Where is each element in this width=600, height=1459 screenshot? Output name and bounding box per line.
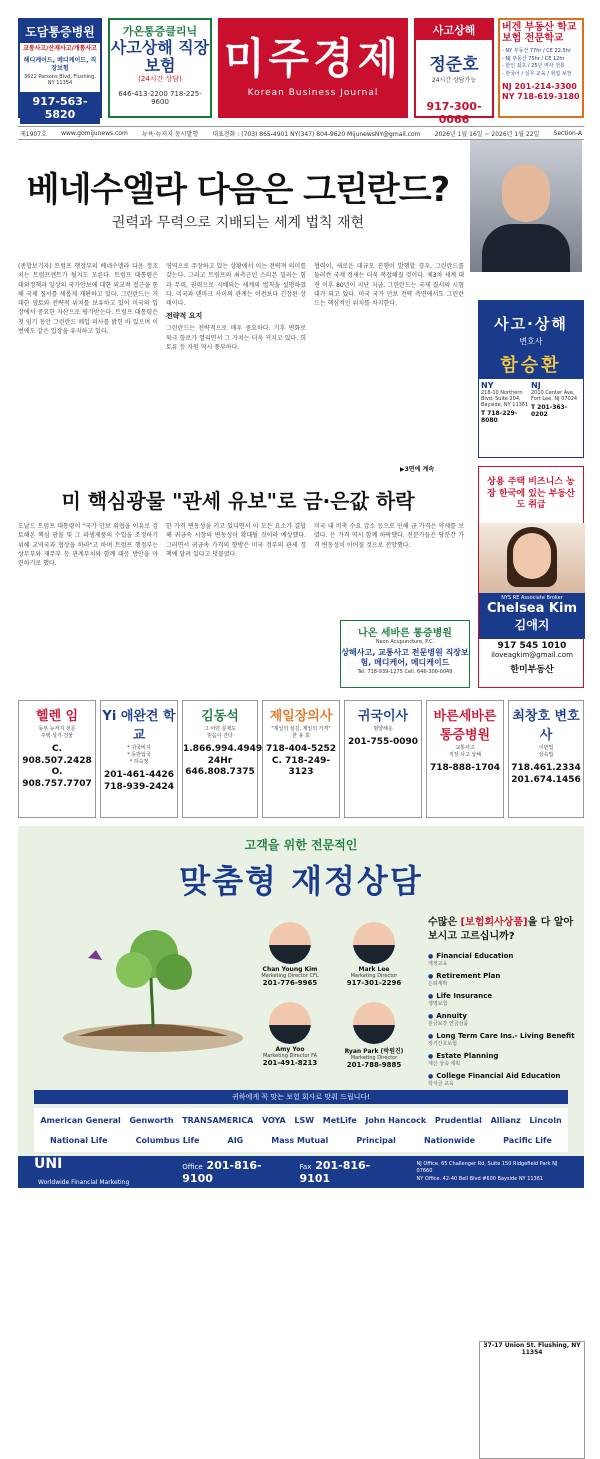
ad-bergen-school[interactable] bbox=[498, 18, 584, 118]
article1-col1 bbox=[18, 262, 158, 470]
ad-doteong-clinic[interactable] bbox=[18, 18, 102, 122]
ad-ham-nj-office: NJ 2010 Center Ave, Fort Lee, NJ 07024 T 201-363-0202 bbox=[531, 381, 578, 418]
portrait-photo bbox=[470, 140, 582, 272]
ad-jung-sub: 24시간 상담가능 bbox=[431, 77, 477, 84]
person-mark-lee: Mark Lee Marketing Director 917-301-2296 bbox=[334, 922, 414, 987]
article2-col1 bbox=[18, 522, 158, 688]
classified-phone: 201-755-0090 bbox=[347, 737, 419, 747]
ad-doteong-address: 3622 Parsons Blvd, Flushing, NY 11354 bbox=[24, 74, 96, 87]
article2-col3-text: 미국 내 비축 수요 감소 등으로 인해 금 가격은 약세를 보였다. 은 가격 역시 함께 하락했다. 전문가들은 당분간 가격 변동성이 이어질 것으로 전망했다. bbox=[314, 523, 464, 549]
service-item: ● Life Insurance 생명보험 bbox=[428, 992, 578, 1007]
ad-bergen-title: 버겐 부동산 학교 보험 전문학교 bbox=[502, 22, 577, 44]
person-chan-young-kim: Chan Young Kim Marketing Director CFL 201-776-9965 bbox=[250, 922, 330, 987]
classified-phone: C. 908.507.2428 O. 908.757.7707 bbox=[22, 744, 92, 790]
chelsea-email[interactable]: iloveagkim@gmail.com bbox=[491, 651, 573, 659]
ad-doteong-sub: 헤디케어드, 메디케이드, 직장보험 bbox=[23, 56, 97, 72]
classified-ad[interactable] bbox=[344, 700, 422, 818]
classified-ad[interactable] bbox=[182, 700, 263, 818]
article1-col2 bbox=[166, 262, 306, 470]
insurer-logo: American General bbox=[40, 1115, 121, 1125]
service-item: ● Financial Education 재정교육 bbox=[428, 952, 578, 967]
ad-bergen-items: - NY 부동산 77hr / CE 22.5hr - NJ 부동산 75hr / CE 12hr - 한인 최초 / 25년 역사 전통 - 한국어 / 실무 교육 / 취업 보장 bbox=[502, 48, 572, 77]
insurer-logo: John Hancock bbox=[365, 1115, 427, 1125]
subhead-greenland: 권력과 무력으로 지배되는 세계 법칙 재현 bbox=[111, 215, 365, 231]
classified-title: 헬렌 임 bbox=[35, 709, 79, 724]
insurer-logo: Mass Mutual bbox=[271, 1135, 329, 1145]
plant-hands-illustration bbox=[48, 916, 258, 1056]
headline-greenland[interactable]: 베네수엘라 다음은 그린란드? bbox=[26, 170, 450, 210]
insurer-logo: Columbus Life bbox=[135, 1135, 200, 1145]
classified-sub: 그 어떤 문제도 믿음이 간다 bbox=[203, 726, 237, 739]
ad-doteong-phone: 917-563-5820 bbox=[20, 92, 100, 124]
insurer-logo: LSW bbox=[294, 1115, 315, 1125]
ad-naon-clinic[interactable] bbox=[340, 620, 470, 688]
classified-phone: 718-404-5252 C. 718-249-3123 bbox=[265, 744, 337, 778]
insurer-logo: Pacific Life bbox=[503, 1135, 552, 1145]
ad-doteong-title: 도담통증병원 bbox=[20, 20, 100, 43]
classified-title: 귀국이사 bbox=[357, 709, 409, 724]
person-ryan-park: Ryan Park (박원진) Marketing Director 201-788-9885 bbox=[334, 1002, 414, 1069]
classified-ad[interactable] bbox=[262, 700, 340, 818]
bigad-tagline: 고객을 위한 전문적인 bbox=[244, 838, 358, 852]
fax-number: Fax 201-816-9101 bbox=[299, 1159, 371, 1185]
ad-gaon-sub: (24시간 상담) bbox=[138, 75, 182, 84]
classified-sub: 이민법 상속법 bbox=[538, 745, 554, 758]
insurer-logo: VOYA bbox=[261, 1115, 286, 1125]
ad-jung-name: 정준호 bbox=[429, 55, 479, 75]
bigad-title: 맞춤형 재정상담 bbox=[179, 862, 423, 900]
services-list bbox=[428, 952, 578, 1092]
article2-col2-text: 한 가격 변동성을 키고 있다면서 이 모든 요소가 결합해 귀금속 시장의 변동성이 확대될 것이라 예상했다. 그러면서 귀금속 가격의 향방은 미국 정부의 관세 정책에 달려 있다고 덧붙였다. bbox=[166, 523, 306, 558]
article2-col3 bbox=[314, 522, 464, 614]
ad-naon-sub: Naon Acupuncture, P.C. bbox=[375, 639, 435, 645]
classified-title: 최창호 변호사 bbox=[512, 709, 580, 743]
ad-ham-name: 함승환 bbox=[500, 355, 562, 376]
chelsea-photo bbox=[479, 523, 585, 593]
insurer-logo: Genworth bbox=[129, 1115, 174, 1125]
service-item: ● Retirement Plan 은퇴계획 bbox=[428, 972, 578, 987]
insurer-logo: Principal bbox=[356, 1135, 396, 1145]
office-phone[interactable]: Office 201-816-9100 bbox=[182, 1159, 262, 1185]
ad-ham-role: 변호사 bbox=[519, 337, 543, 346]
article1-col2-more: 그린란드는 전략적으로 매우 중요하다. 기후 변화로 북극 항로가 열리면서 그 가치는 더욱 커지고 있다. 희토류 등 자원 역시 풍부하다. bbox=[166, 325, 306, 351]
ad-gaon-phones: 646-413-2200 718-225-9600 bbox=[118, 90, 202, 107]
classified-sub: 동부 뉴저지 전문 주택·상가·건물 bbox=[38, 726, 76, 739]
insurer-logo: TRANSAMERICA bbox=[182, 1115, 254, 1125]
masthead[interactable] bbox=[218, 18, 408, 118]
insurer-logo: Nationwide bbox=[423, 1135, 476, 1145]
insurer-logo: MetLife bbox=[322, 1115, 357, 1125]
ad-naon-title: 나온 세바른 통증병원 bbox=[358, 628, 452, 639]
insurer-logo: Lincoln bbox=[529, 1115, 562, 1125]
ad-jung-phone: 917-300-0066 bbox=[426, 100, 482, 126]
masthead-english: Korean Business Journal bbox=[247, 88, 379, 98]
bigad-slogan: 귀하에게 꼭 맞는 보험 회사로 맞춰 드립니다! bbox=[34, 1090, 568, 1104]
website-link[interactable]: www.gomijunews.com bbox=[61, 129, 128, 137]
bigad-footer bbox=[18, 1156, 584, 1188]
article1-col2-text: 영역으로 주장하고 있는 상황에서 이는 전략적 의미를 갖는다. 그러고 트럼프의 최측근인 스티븐 밀러는 힘과 무력, 권력으로 지배되는 세계의 법칙을 설명하였다. 미국과 덴마크 사이의 관계는 이전보다 긴장된 상태이다. bbox=[166, 263, 306, 308]
classified-sub: 범양해운 bbox=[373, 726, 393, 732]
issue-date: 2026년 1월 16일 ~ 2026년 1월 22일 bbox=[434, 130, 540, 138]
chelsea-name-ko: 김애지 bbox=[514, 618, 550, 632]
ad-naon-phone: Tel. 718-939-1275 Cell. 646-300-0049 bbox=[357, 669, 453, 676]
ad-uni-financial[interactable] bbox=[18, 826, 584, 1188]
ad-ham-ny-office: NY 218-10 Northern Blvd, Suite 204, Bayside, NY 11361 T 718-229-8080 bbox=[481, 381, 529, 424]
insurer-logo: Allianz bbox=[490, 1115, 521, 1125]
info-bar bbox=[18, 126, 584, 140]
classified-title: 제일장의사 bbox=[269, 709, 333, 724]
uni-logo: UNIWorldwide Financial Marketing bbox=[34, 1156, 130, 1186]
classified-sub: 교통사고 직장 사고 상해 bbox=[448, 745, 482, 758]
publish-desc: 뉴욕·뉴저지 동시발행 bbox=[142, 130, 199, 138]
classified-title: 바른세바른 통증병원 bbox=[433, 709, 497, 743]
service-item: ● Estate Planning 재산 상속 계획 bbox=[428, 1052, 578, 1067]
article1-col2-heading: 전략적 요지 bbox=[166, 312, 203, 321]
classified-phone: 1.866.994.4949 24Hr 646.808.7375 bbox=[183, 744, 263, 778]
ad-doteong-lines: 교통사고/산재사고/개통사고 bbox=[23, 45, 97, 52]
article2-col1-text: 도날드 트럼프 대통령이 "국가 안보 위협을 이유로 검토해온 핵심 광물 및 그 파생제품의 수입을 조정하기 위해 교역국과 협상을 하라"고 하며 트럼프 행정부는 상무부와 재무부 등 관계부처와 함께 대응 방안을 마련하기로 했다. bbox=[18, 523, 158, 568]
continued-link[interactable]: ▶3면에 계속 bbox=[400, 466, 435, 473]
classified-title: 김동석 bbox=[201, 709, 239, 724]
ad-jung-label: 사고상해 bbox=[416, 20, 492, 40]
headline-minerals[interactable]: 미 핵심광물 "관세 유보"로 금·은값 하락 bbox=[61, 489, 415, 513]
article2-col2 bbox=[166, 522, 306, 688]
insurer-logo: National Life bbox=[50, 1135, 108, 1145]
contact-info: 대표전화 : (703) 865-4901 NY(347) 804-9620 MijunewsNY@gmail.com bbox=[212, 130, 421, 138]
bigad-question: 수많은 [보험회사상품]을 다 알아보시고 고르십니까? bbox=[428, 917, 574, 942]
service-item: ● College Financial Aid Education 학자금 교육 bbox=[428, 1072, 578, 1087]
classified-phone: 201-461-4426 718-939-2424 bbox=[103, 770, 175, 792]
masthead-name: 미주경제 bbox=[223, 34, 403, 83]
insurer-logo: AIG bbox=[227, 1135, 244, 1145]
ad-gaon-clinic[interactable] bbox=[108, 18, 212, 118]
insurer-logos bbox=[34, 1108, 568, 1152]
ad-gaon-title: 가온통증클리닉 bbox=[122, 25, 198, 38]
service-item: ● Long Term Care Ins.- Living Benefit 장기간호보험 bbox=[428, 1032, 578, 1047]
ad-bergen-phone-ny: NY 718-619-3180 bbox=[502, 91, 580, 101]
insurer-logo: Prudential bbox=[434, 1115, 482, 1125]
chelsea-phone: 917 545 1010 bbox=[497, 641, 567, 651]
classified-ad[interactable] bbox=[18, 700, 96, 818]
chelsea-company: 한미부동산 bbox=[510, 665, 554, 675]
chelsea-name-en: Chelsea Kim bbox=[487, 601, 577, 616]
chelsea-role: NYS RE Associate Broker bbox=[501, 595, 563, 601]
classified-ad[interactable] bbox=[426, 700, 504, 818]
ad-ham-lawyer[interactable] bbox=[478, 300, 584, 458]
issue-number: 제1907호 bbox=[20, 130, 47, 138]
section-label: Section-A bbox=[553, 129, 582, 137]
classified-ad[interactable] bbox=[100, 700, 178, 818]
ad-bergen-phone-nj: NJ 201-214-3300 bbox=[502, 82, 577, 91]
classified-phone: 718-888-1704 bbox=[429, 763, 501, 773]
classified-ad[interactable] bbox=[508, 700, 584, 818]
person-amy-yoo: Amy Yoo Marketing Director FA 201-491-8213 bbox=[250, 1002, 330, 1067]
ad-ham-title: 사고·상해 bbox=[494, 315, 568, 333]
ad-naon-text: 상해사고, 교통사고 전문병원 직장보험, 메디케어, 메디케이드 bbox=[341, 648, 469, 667]
article1-col3 bbox=[314, 262, 464, 470]
article1-col1-text: (종합보기자) 트럼프 행정부의 베네수엘라 다음 정조치는 트럼프센트가 될지도 모른다. 트럼프 대통령은 대외정책과 일상의 국가안보에 대한 외교적 접근을 통해 국제 질서를 새롭게 재편하고 있다. 그린란드는 거대한 영토와 전략적 위치를 보유하고 있어 미국의 입장에서 중요한 자산으로 평가받는다. 트럼프 대통령은 첫 임기 동안 그린란드 매입 의사를 밝힌 바 있으며 이번에도 같은 입장을 유지하고 있다. bbox=[18, 263, 158, 336]
ad-jung-lawyer[interactable] bbox=[414, 18, 494, 126]
article1-col3-text: 협력이, 새로운 대규모 진행이 발행할 경우, 그린란드를 둘러싼 국제 정세는 더욱 복잡해질 것이다. 제3차 세계 대전 이후 80년이 지난 지금, 그린란드는 국제 질서의 시험대가 되고 있다. 미국 국가 안보 전략 측면에서도 그린란드는 핵심적인 위치를 차지한다. bbox=[314, 263, 464, 308]
service-item: ● Annuity 원금보장 연금상품 bbox=[428, 1012, 578, 1027]
ad-gaon-big: 사고상해 직장보험 bbox=[110, 38, 210, 75]
classified-sub: * 귀국비자 * 동반입국 * 하숙정 bbox=[127, 745, 151, 765]
chelsea-address: 37-17 Union St. Flushing, NY 11354 bbox=[479, 1341, 585, 1459]
classified-sub: "제일의 섬김, 제일의 가격" 한 용 희 bbox=[271, 726, 331, 739]
office-addresses: NJ Office. 65 Challenger Rd, Suite 150 Ridgefield Park NJ 07660 NY Office. 42-40 Bell Blvd #600 Bayside NY 11361 bbox=[416, 1160, 558, 1182]
chelsea-tagline: 상용 주택 비즈니스 농장 한국에 있는 부동산도 취급 bbox=[487, 477, 575, 511]
classified-phone: 718.461.2334 201.674.1456 bbox=[511, 763, 581, 785]
classified-title: Yi 애완견 학교 bbox=[102, 709, 176, 743]
